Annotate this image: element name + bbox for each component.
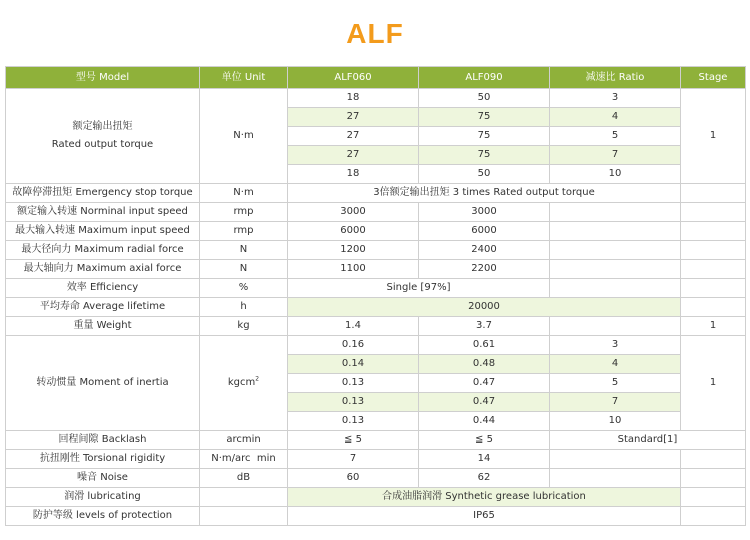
inertia-alf090-cell: 0.61	[419, 336, 550, 355]
table-row	[6, 89, 746, 108]
table-row	[6, 260, 746, 279]
table-row	[6, 222, 746, 241]
inertia-ratio-cell: 4	[550, 355, 681, 374]
torque-alf060-cell: 27	[288, 146, 419, 165]
inertia-alf060-cell: 0.16	[288, 336, 419, 355]
torque-alf090-cell: 75	[419, 108, 550, 127]
table-row	[6, 298, 746, 317]
torque-ratio-cell: 5	[550, 127, 681, 146]
efficiency-value: Single [97%]	[288, 279, 550, 298]
inertia-alf090-cell: 0.48	[419, 355, 550, 374]
efficiency-unit: %	[200, 279, 288, 298]
radial-unit: N	[200, 241, 288, 260]
inertia-ratio-cell: 10	[550, 412, 681, 431]
torque-ratio-cell: 3	[550, 89, 681, 108]
emergency-unit: N·m	[200, 184, 288, 203]
table-row	[6, 279, 746, 298]
spec-table	[5, 66, 746, 526]
empty-cell	[200, 488, 288, 507]
inertia-unit-base: kgcm	[227, 377, 256, 388]
weight-unit: kg	[200, 317, 288, 336]
lifetime-value: 20000	[288, 298, 681, 317]
table-row	[6, 241, 746, 260]
torque-ratio-cell: 7	[550, 146, 681, 165]
table-row	[6, 469, 746, 488]
efficiency-label: 效率 Efficiency	[6, 279, 200, 298]
empty-cell	[681, 507, 746, 526]
nominal-alf090: 3000	[419, 203, 550, 222]
header-ratio: 减速比 Ratio	[550, 67, 681, 89]
empty-cell	[550, 450, 681, 469]
torque-alf060-cell: 18	[288, 165, 419, 184]
empty-cell	[681, 279, 746, 298]
header-row	[6, 67, 746, 89]
protection-value: IP65	[288, 507, 681, 526]
inertia-alf090-cell: 0.47	[419, 393, 550, 412]
torque-stage: 1	[681, 89, 746, 184]
empty-cell	[681, 203, 746, 222]
empty-cell	[681, 241, 746, 260]
inertia-ratio-cell: 5	[550, 374, 681, 393]
lubricating-label: 润滑 lubricating	[6, 488, 200, 507]
empty-cell	[681, 222, 746, 241]
header-alf090: ALF090	[419, 67, 550, 89]
inertia-ratio-cell: 3	[550, 336, 681, 355]
table-row	[6, 203, 746, 222]
weight-label: 重量 Weight	[6, 317, 200, 336]
backlash-label: 回程间隙 Backlash	[6, 431, 200, 450]
noise-alf060: 60	[288, 469, 419, 488]
torque-label-en: Rated output torque	[51, 139, 154, 150]
backlash-ratio: Standard[1]	[550, 431, 746, 450]
empty-cell	[681, 469, 746, 488]
inertia-ratio-cell: 7	[550, 393, 681, 412]
lifetime-label: 平均寿命 Average lifetime	[6, 298, 200, 317]
torque-alf090-cell: 50	[419, 165, 550, 184]
header-alf060: ALF060	[288, 67, 419, 89]
empty-cell	[550, 203, 681, 222]
empty-cell	[681, 184, 746, 203]
empty-cell	[550, 469, 681, 488]
table-row	[6, 450, 746, 469]
empty-cell	[200, 507, 288, 526]
backlash-alf060: ≦ 5	[288, 431, 419, 450]
inertia-alf060-cell: 0.13	[288, 393, 419, 412]
torque-label	[6, 89, 200, 184]
emergency-label: 故障停滞扭矩 Emergency stop torque	[6, 184, 200, 203]
torque-alf090-cell: 50	[419, 89, 550, 108]
torsional-alf060: 7	[288, 450, 419, 469]
nominal-alf060: 3000	[288, 203, 419, 222]
weight-stage: 1	[681, 317, 746, 336]
inertia-alf090-cell: 0.47	[419, 374, 550, 393]
empty-cell	[681, 298, 746, 317]
inertia-alf060-cell: 0.13	[288, 412, 419, 431]
noise-alf090: 62	[419, 469, 550, 488]
weight-alf090: 3.7	[419, 317, 550, 336]
empty-cell	[550, 222, 681, 241]
weight-alf060: 1.4	[288, 317, 419, 336]
empty-cell	[681, 450, 746, 469]
torque-alf090-cell: 75	[419, 146, 550, 165]
empty-cell	[681, 260, 746, 279]
maxspeed-label: 最大输入转速 Maximum input speed	[6, 222, 200, 241]
table-row	[6, 431, 746, 450]
torque-label-cn: 额定输出扭矩	[72, 121, 133, 132]
table-row	[6, 488, 746, 507]
protection-label: 防护等级 levels of protection	[6, 507, 200, 526]
torsional-label: 抗扭刚性 Torsional rigidity	[6, 450, 200, 469]
nominal-label: 额定输入转速 Norminal input speed	[6, 203, 200, 222]
inertia-unit-sup: 2	[255, 375, 260, 383]
empty-cell	[550, 260, 681, 279]
header-unit: 单位 Unit	[200, 67, 288, 89]
torque-unit: N·m	[200, 89, 288, 184]
table-row	[6, 507, 746, 526]
backlash-alf090: ≦ 5	[419, 431, 550, 450]
empty-cell	[550, 241, 681, 260]
empty-cell	[550, 279, 681, 298]
axial-alf060: 1100	[288, 260, 419, 279]
torque-alf090-cell: 75	[419, 127, 550, 146]
table-row	[6, 336, 746, 355]
page-title: ALF	[346, 18, 404, 49]
axial-alf090: 2200	[419, 260, 550, 279]
table-row	[6, 184, 746, 203]
radial-label: 最大径向力 Maximum radial force	[6, 241, 200, 260]
lubricating-value: 合成油脂润滑 Synthetic grease lubrication	[288, 488, 681, 507]
maxspeed-unit: rmp	[200, 222, 288, 241]
noise-unit: dB	[200, 469, 288, 488]
radial-alf090: 2400	[419, 241, 550, 260]
inertia-stage: 1	[681, 336, 746, 431]
torsional-unit: N·m/arc min	[200, 450, 288, 469]
torque-alf060-cell: 27	[288, 108, 419, 127]
inertia-unit	[200, 336, 288, 431]
maxspeed-alf090: 6000	[419, 222, 550, 241]
maxspeed-alf060: 6000	[288, 222, 419, 241]
torque-ratio-cell: 10	[550, 165, 681, 184]
nominal-unit: rmp	[200, 203, 288, 222]
lifetime-unit: h	[200, 298, 288, 317]
torque-alf060-cell: 27	[288, 127, 419, 146]
torque-ratio-cell: 4	[550, 108, 681, 127]
noise-label: 噪音 Noise	[6, 469, 200, 488]
table-row	[6, 317, 746, 336]
torque-alf060-cell: 18	[288, 89, 419, 108]
header-model: 型号 Model	[6, 67, 200, 89]
torsional-alf090: 14	[419, 450, 550, 469]
header-stage: Stage	[681, 67, 746, 89]
inertia-label: 转动惯量 Moment of inertia	[6, 336, 200, 431]
emergency-value: 3倍额定输出扭矩 3 times Rated output torque	[288, 184, 681, 203]
axial-unit: N	[200, 260, 288, 279]
empty-cell	[550, 317, 681, 336]
backlash-unit: arcmin	[200, 431, 288, 450]
axial-label: 最大轴向力 Maximum axial force	[6, 260, 200, 279]
empty-cell	[681, 488, 746, 507]
radial-alf060: 1200	[288, 241, 419, 260]
inertia-alf090-cell: 0.44	[419, 412, 550, 431]
inertia-alf060-cell: 0.14	[288, 355, 419, 374]
inertia-alf060-cell: 0.13	[288, 374, 419, 393]
